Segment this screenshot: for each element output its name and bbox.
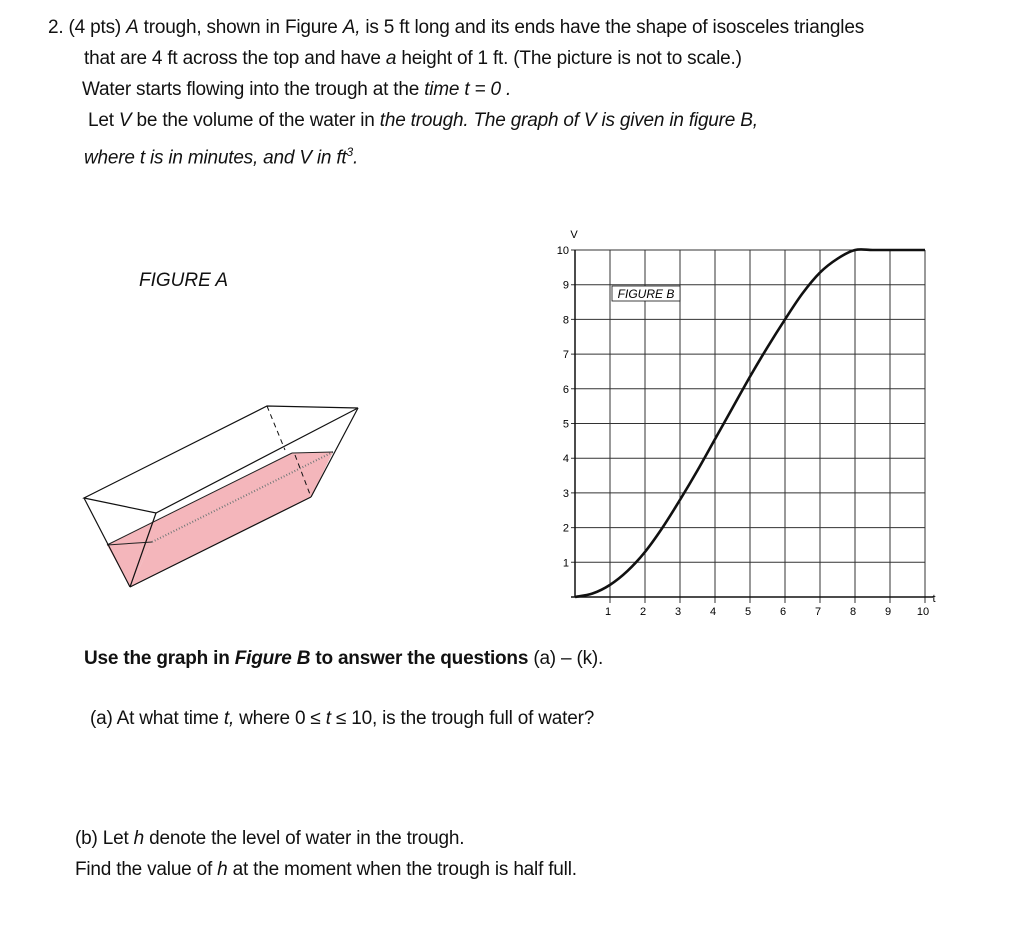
part-a-text: At what time [116,708,219,729]
part-b-text: Let [102,828,129,849]
superscript: 3 [346,145,353,159]
problem-text: height of 1 ft. (The picture is not to scale.) [401,48,742,69]
instruction-text: to answer the questions [315,648,529,669]
x-tick-label: 7 [814,606,822,618]
problem-text: that are 4 ft across the top and have [84,48,381,69]
problem-text: . [352,147,359,169]
instruction-text: B [296,648,311,669]
part-a-text: ≤ 10, is the trough full of water? [335,708,595,729]
part-b-line-1 [75,827,464,851]
problem-text: is 5 ft long and its ends have the shape of isosceles triangles [365,17,864,38]
part-a-text: where 0 ≤ [239,708,321,729]
part-b-text: at the moment when the trough is half full. [232,859,577,880]
problem-line-3 [82,78,511,102]
y-tick-label: 5 [562,418,569,431]
part-b-text: h [217,859,228,880]
figure-a-label: FIGURE A [139,270,229,291]
problem-text: where t is in minutes, and V in ft [84,147,347,169]
problem-text: A, [342,17,361,38]
x-tick-label: 9 [884,606,892,618]
y-tick-label: 4 [562,453,569,466]
part-a-text: t, [223,708,235,729]
problem-text: A [126,17,139,38]
problem-text: be the volume of the water in [136,110,375,131]
problem-text: the trough. The graph of V is given in figure B, [379,110,758,131]
instruction-text: Figure [234,648,292,669]
y-tick-label: 6 [562,383,569,396]
problem-text: Let [88,110,114,131]
y-tick-label: 10 [556,245,569,257]
part-b-text: denote the level of water in the trough. [149,828,465,849]
instruction-text: (a) – (k). [533,648,604,669]
x-tick-label: 10 [916,606,930,618]
instruction-text: Use the graph in [84,648,230,669]
x-tick-label: 3 [674,606,682,618]
y-tick-label: 2 [562,522,569,535]
x-axis-label: t [932,593,936,605]
problem-points: (4 pts) [68,17,121,38]
y-axis-label: V [570,229,578,241]
part-b-text: Find the value of [75,859,213,880]
problem-line-1 [48,16,864,40]
problem-line-4 [88,109,758,133]
instructions [84,647,603,671]
problem-text: trough, shown in Figure [143,17,338,38]
y-tick-label: 7 [562,349,569,362]
x-tick-label: 6 [779,606,787,618]
chart-title: FIGURE B [617,287,675,301]
figure-b-chart [540,222,940,622]
y-tick-label: 1 [562,557,569,570]
x-tick-label: 5 [744,606,752,618]
part-a-text: t [325,708,331,729]
problem-text: V [118,110,132,131]
problem-text: time t = 0 . [424,79,512,100]
part-a-label: (a) [90,708,113,729]
part-b-label: (b) [75,828,98,849]
problem-number: 2. [48,17,64,38]
part-b-text: h [133,828,145,849]
y-tick-label: 9 [562,279,569,292]
problem-line-5 [84,140,358,170]
x-tick-label: 2 [639,606,647,618]
y-tick-label: 3 [562,487,569,500]
x-tick-label: 1 [604,606,612,618]
part-b-line-2 [75,858,577,882]
part-a [90,707,594,731]
problem-text: a [385,48,397,69]
hidden-edge [267,406,285,450]
x-tick-label: 4 [709,606,717,618]
y-tick-label: 8 [562,314,569,327]
problem-text: Water starts flowing into the trough at the [82,79,420,100]
problem-line-2 [84,47,742,71]
x-tick-label: 8 [849,606,857,618]
figure-a-trough [80,400,380,610]
